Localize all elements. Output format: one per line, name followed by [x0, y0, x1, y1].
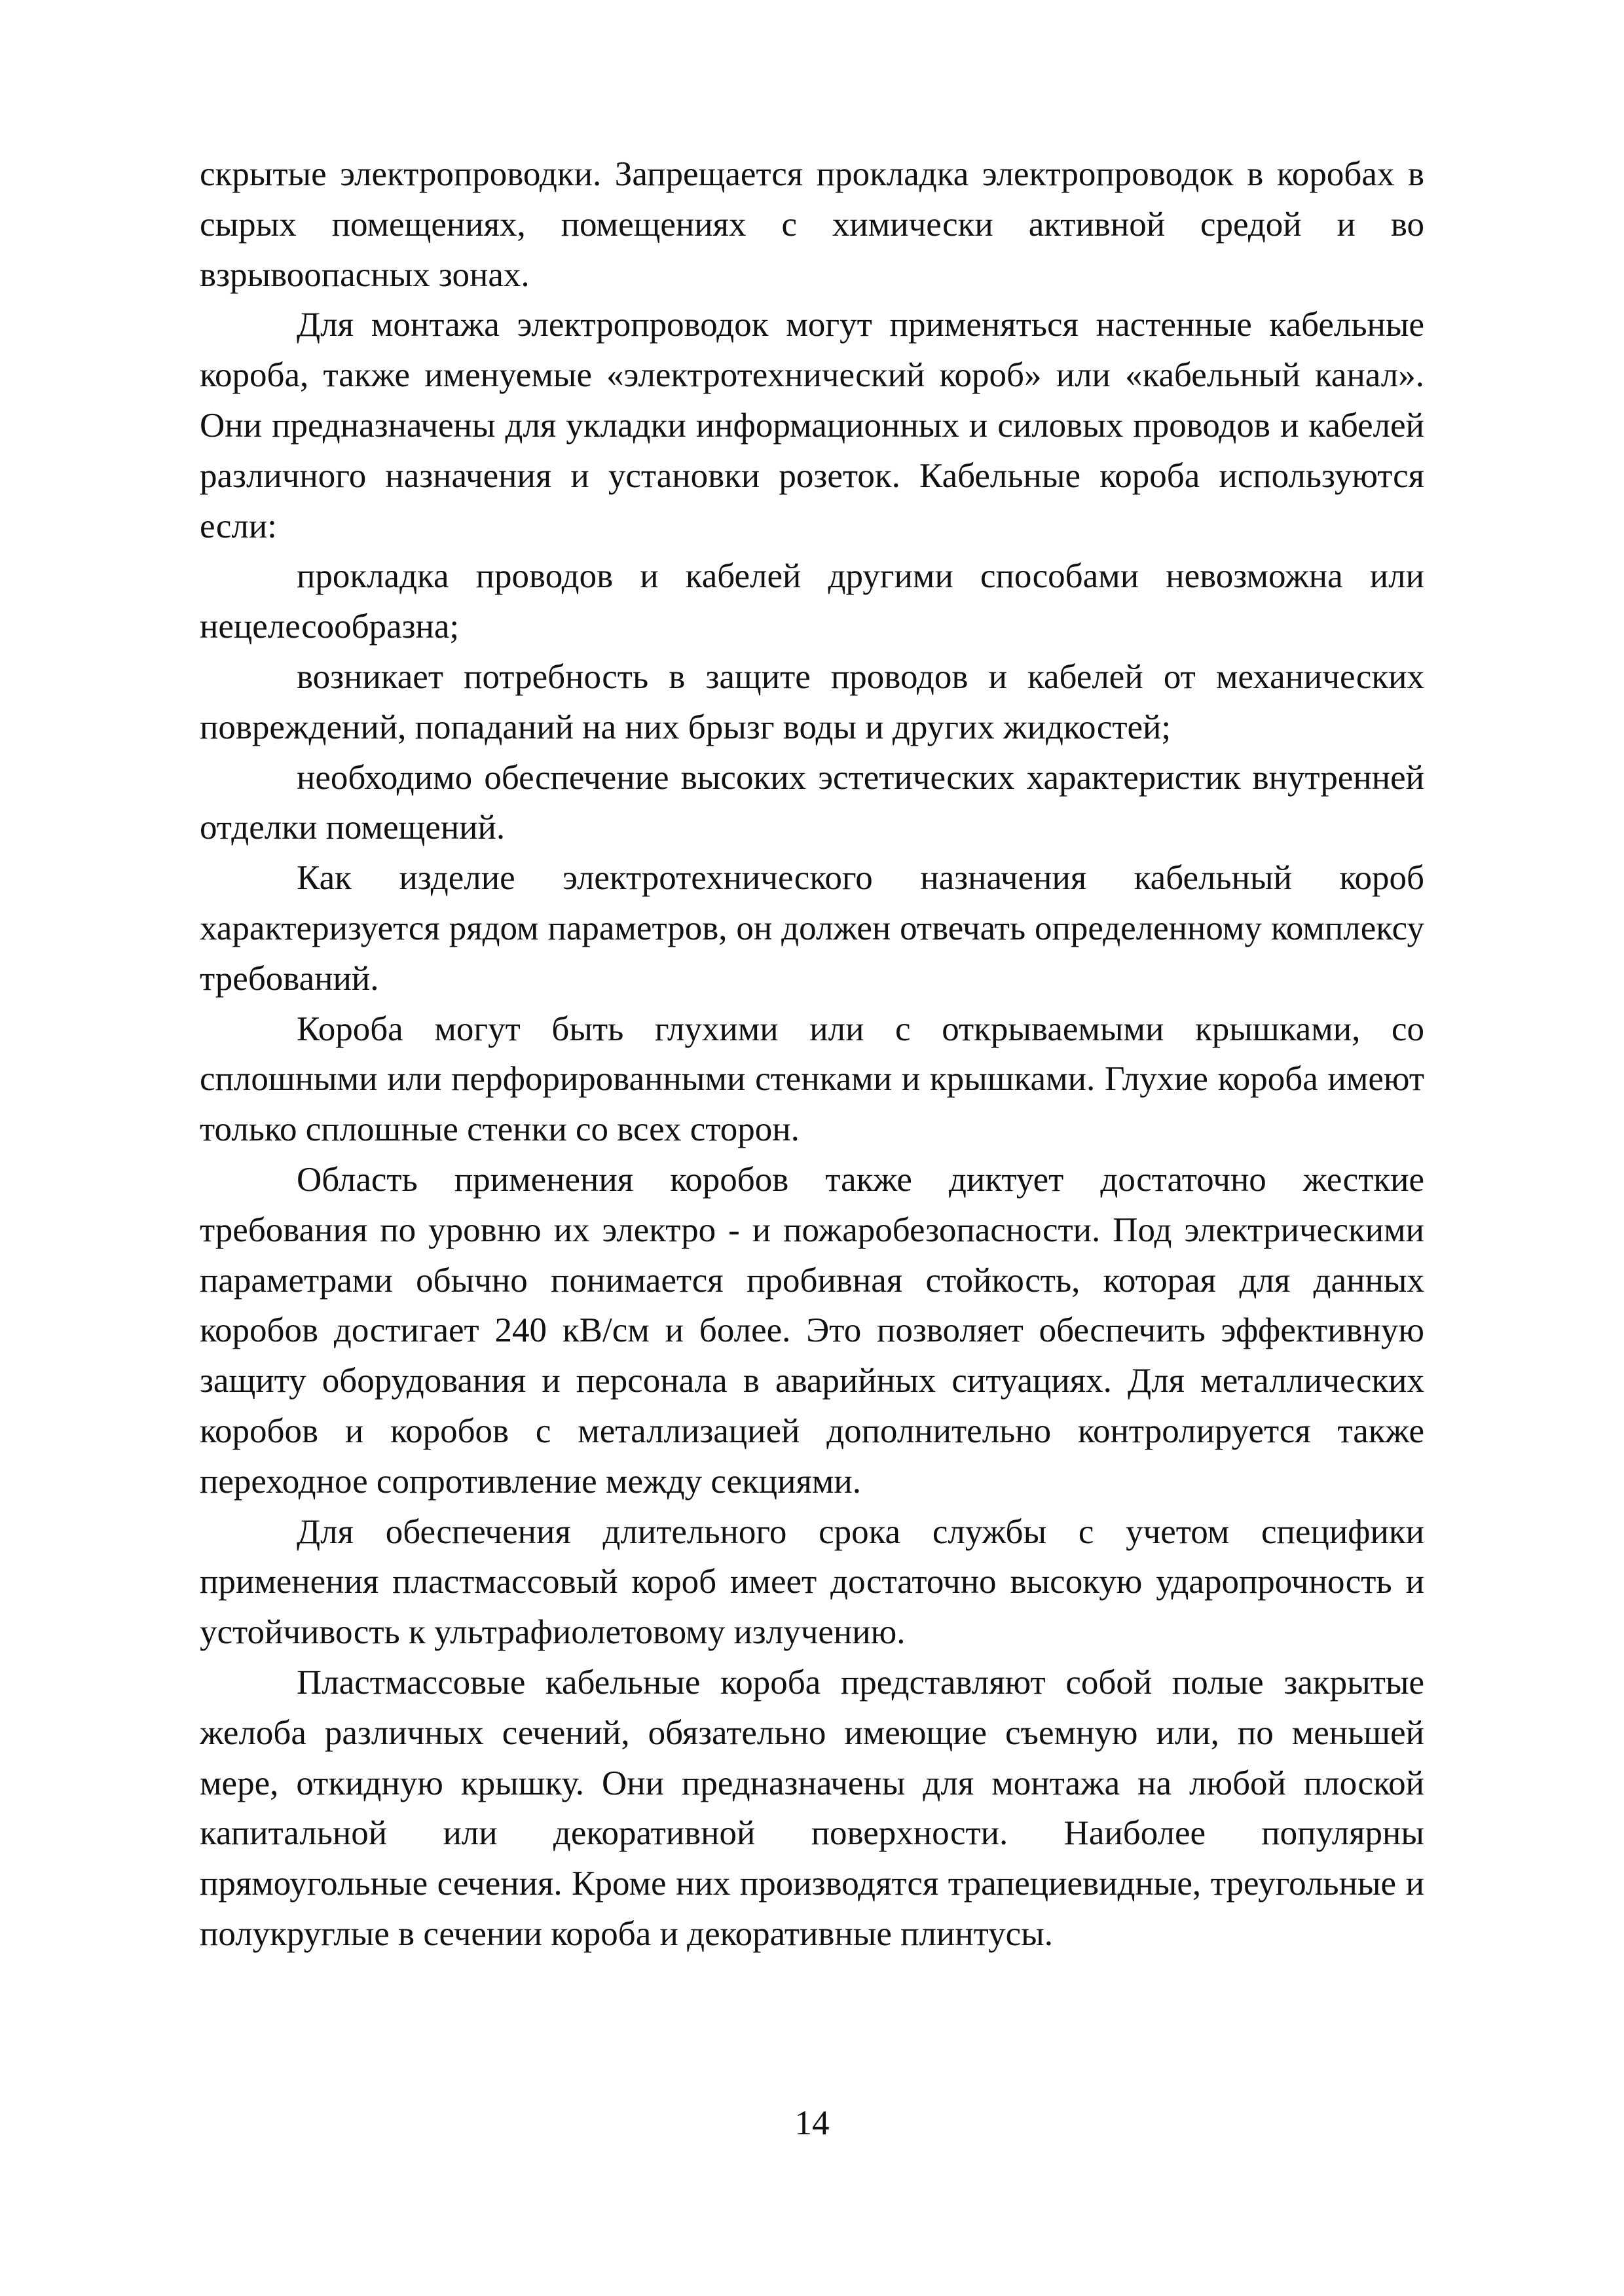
- paragraph: Для обеспечения длительного срока службы с учетом специфики применения пластмассовый короб имеет достаточно высокую ударопрочность и устойчивость к ультрафиолетовому излучению.: [200, 1512, 1424, 1652]
- paragraph: Как изделие электротехнического назначения кабельный короб характеризуется рядом параметров, он должен отвечать определенному комплексу требований.: [200, 859, 1424, 998]
- paragraph: Короба могут быть глухими или с открываемыми крышками, со сплошными или перфорированными стенками и крышками. Глухие короба имеют только сплошные стенки со всех сторон.: [200, 1010, 1424, 1149]
- paragraph-continuation: скрытые электропроводки. Запрещается прокладка электропроводок в коробах в сырых помещениях, помещениях с химически активной средой и во взрывоопасных зонах.: [200, 155, 1424, 294]
- paragraph: Для монтажа электропроводок могут применяться настенные кабельные короба, также именуемые «электротехнический короб» или «кабельный канал». Они предназначены для укладки информационных и силовых проводов и кабелей различного назначения и установки розеток. Кабельные короба используются если:: [200, 306, 1424, 545]
- paragraph: Пластмассовые кабельные короба представляют собой полые закрытые желоба различных сечений, обязательно имеющие съемную или, по меньшей мере, откидную крышку. Они предназначены для монтажа на любой плоской капитальной или декоративной поверхности. Наиболее популярны прямоугольные сечения. Кроме них производятся трапециевидные, треугольные и полукруглые в сечении короба и декоративные плинтусы.: [200, 1663, 1424, 1953]
- list-item: прокладка проводов и кабелей другими способами невозможна или нецелесообразна;: [200, 557, 1424, 646]
- list-item: необходимо обеспечение высоких эстетических характеристик внутренней отделки помещений.: [200, 758, 1424, 847]
- body-text: [200, 149, 1424, 1959]
- paragraph: Область применения коробов также диктует достаточно жесткие требования по уровню их электро - и пожаробезопасности. Под электрическими параметрами обычно понимается пробивная стойкость, которая для данных коробов достигает 240 кВ/см и более. Это позволяет обеспечить эффективную защиту оборудования и персонала в аварийных ситуациях. Для металлических коробов и коробов с металлизацией дополнительно контролируется также переходное сопротивление между секциями.: [200, 1160, 1424, 1501]
- page-number: 14: [794, 2104, 830, 2142]
- list-item: возникает потребность в защите проводов и кабелей от механических повреждений, попаданий на них брызг воды и других жидкостей;: [200, 657, 1424, 746]
